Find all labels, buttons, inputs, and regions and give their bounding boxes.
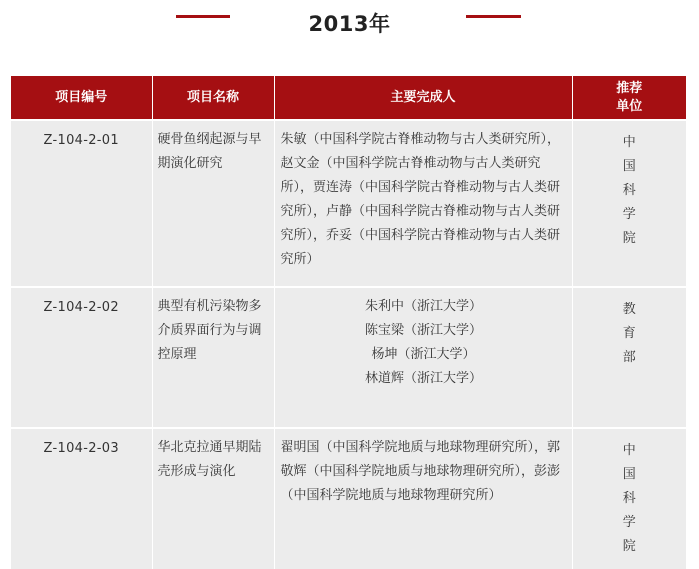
unit-char: 院 [622, 539, 636, 554]
unit-char: 科 [622, 183, 636, 198]
contributor: 杨坤（浙江大学） [371, 347, 476, 362]
project-code: Z-104-2-02 [11, 287, 152, 428]
unit-char: 部 [622, 350, 636, 365]
main-contributors [274, 287, 572, 428]
main-contributors: 翟明国（中国科学院地质与地球物理研究所），郭敬辉（中国科学院地质与地球物理研究所），彭澎（中国科学院地质与地球物理研究所） [274, 428, 572, 569]
unit-char: 学 [622, 515, 636, 530]
header-code: 项目编号 [11, 76, 152, 120]
project-code: Z-104-2-03 [11, 428, 152, 569]
unit-char: 教 [622, 302, 636, 317]
table-row [11, 287, 686, 428]
project-name: 典型有机污染物多介质界面行为与调控原理 [152, 287, 274, 428]
table-row [11, 428, 686, 569]
header-unit [572, 76, 686, 120]
header-name: 项目名称 [152, 76, 274, 120]
contributor: 林道辉（浙江大学） [364, 371, 482, 386]
year-header [0, 0, 699, 60]
recommending-unit [572, 120, 686, 287]
unit-char: 中 [622, 443, 636, 458]
contributor: 陈宝梁（浙江大学） [364, 323, 482, 338]
header-people: 主要完成人 [274, 76, 572, 120]
recommending-unit [572, 428, 686, 569]
header-unit-line2: 单位 [616, 98, 643, 114]
recommending-unit [572, 287, 686, 428]
unit-char: 国 [622, 467, 636, 482]
unit-char: 院 [622, 231, 636, 246]
project-name: 硬骨鱼纲起源与早期演化研究 [152, 120, 274, 287]
unit-char: 育 [622, 326, 636, 341]
right-decorative-line [466, 15, 521, 18]
contributor: 朱利中（浙江大学） [364, 299, 482, 314]
project-code: Z-104-2-01 [11, 120, 152, 287]
unit-char: 学 [622, 207, 636, 222]
table-header-row [11, 76, 686, 120]
year-title: 2013年 [308, 12, 391, 36]
table-row [11, 120, 686, 287]
unit-char: 科 [622, 491, 636, 506]
awards-table [11, 76, 686, 569]
unit-char: 国 [622, 159, 636, 174]
project-name: 华北克拉通早期陆壳形成与演化 [152, 428, 274, 569]
main-contributors: 朱敏（中国科学院古脊椎动物与古人类研究所），赵文金（中国科学院古脊椎动物与古人类研究所），贾连涛（中国科学院古脊椎动物与古人类研究所），卢静（中国科学院古脊椎动物与古人类研究所），乔妥（中国科学院古脊椎动物与古人类研究所） [274, 120, 572, 287]
header-unit-line1: 推荐 [616, 80, 643, 96]
unit-char: 中 [622, 135, 636, 150]
